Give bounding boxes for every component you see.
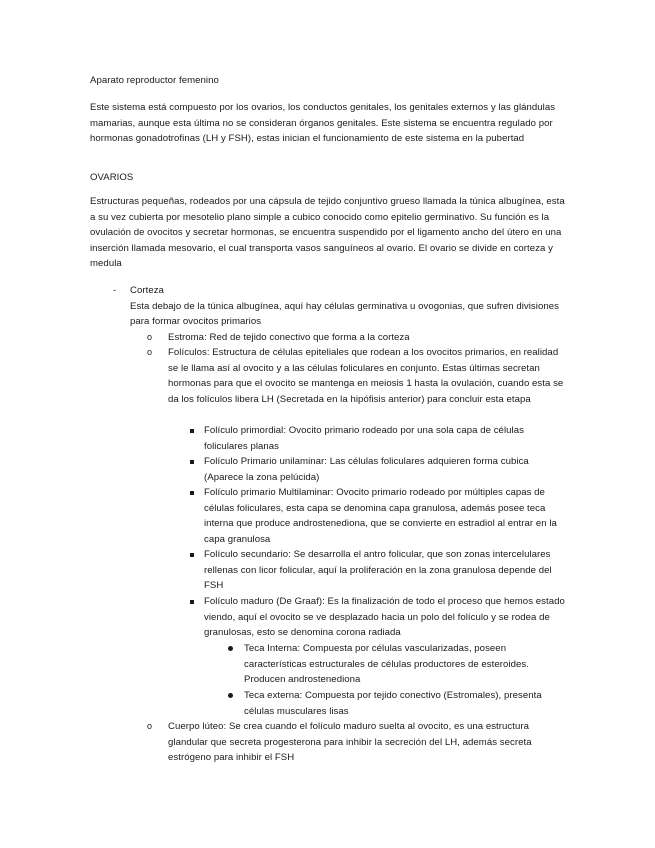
ovarios-heading: OVARIOS	[90, 172, 134, 183]
square-bullet-icon	[190, 429, 194, 433]
circle-bullet: o	[147, 347, 153, 357]
dash-bullet: -	[113, 285, 117, 296]
circle-bullet: o	[147, 332, 153, 342]
list-item-text: Estroma: Red de tejido conectivo que forma a la corteza	[168, 332, 410, 343]
ovarios-description: Estructuras pequeñas, rodeados por una cápsula de tejido conjuntivo grueso llamada la túnica albugínea, esta a su vez cubierta por mesotelio plano simple a cubico conocido como epitelio germinativo. Su función es la ovulación de ovocitos y secretar hormonas, se encuentra suspendido por el ligamento ancho del útero en una inserción llamada mesovario, el cual transporta vasos sanguíneos al ovario. El ovario se divide en corteza y medula	[90, 196, 565, 270]
square-bullet-icon	[190, 460, 194, 464]
list-item-text: Folículos: Estructura de células epiteliales que rodean a los ovocitos primarios, en realidad se le llama así al ovocito y a las células foliculares en conjunto. Estas últimas secretan hormonas para que el ovocito se mantenga en meiosis 1 hasta la ovulación, cuando esta se da los folículos libera LH (Secretada en la hipófisis anterior) para concluir esta etapa	[168, 347, 564, 405]
dot-bullet-icon	[228, 646, 233, 651]
square-bullet-icon	[190, 553, 194, 557]
list-item-text: Folículo primario Multilaminar: Ovocito primario rodeado por múltiples capas de células foliculares, esta capa se denomina capa granulosa, además posee teca interna que produce androstenediona, que se convierte en estradiol al entrar en la capa granulosa	[204, 487, 557, 545]
square-bullet-icon	[190, 600, 194, 604]
corteza-body: Esta debajo de la túnica albugínea, aquí hay células germinativa u ovogonias, que sufren divisiones para formar ovocitos primarios	[130, 300, 559, 328]
list-item-text: Teca Interna: Compuesta por células vascularizadas, poseen características estructurales de células productores de esteroides. Producen androstenediona	[244, 643, 529, 686]
list-item-text: Folículo primordial: Ovocito primario rodeado por una sola capa de células foliculares planas	[204, 425, 524, 452]
dot-bullet-icon	[228, 693, 233, 698]
corteza-heading: Corteza	[130, 285, 164, 296]
list-item-text: Cuerpo lúteo: Se crea cuando el folículo maduro suelta al ovocito, es una estructura glandular que secreta progesterona para inhibir la secreción del LH, además secreta estrógeno para inhibir el FSH	[168, 721, 532, 764]
circle-bullet: o	[147, 721, 153, 731]
list-item-text: Folículo maduro (De Graaf): Es la finalización de todo el proceso que hemos estado viendo, aquí el ovocito se ve desplazado hacia un polo del folículo y se rodea de granulosas, esto se denomina corona radiada	[204, 596, 565, 639]
list-item-text: Folículo secundario: Se desarrolla el antro folicular, que son zonas intercelulares rellenas con licor folicular, aquí la proliferación en la zona granulosa depende del FSH	[204, 549, 552, 592]
intro-paragraph: Este sistema está compuesto por los ovarios, los conductos genitales, los genitales externos y las glándulas mamarias, aunque esta última no se consideran órganos genitales. Este sistema se encuentra regulado por hormonas gonadotrofinas (LH y FSH), estas inician el funcionamiento de este sistema en la pubertad	[90, 102, 556, 145]
list-item-text: Folículo Primario unilaminar: Las células foliculares adquieren forma cubica (Aparece la zona pelúcida)	[204, 456, 529, 483]
square-bullet-icon	[190, 491, 194, 495]
document-title: Aparato reproductor femenino	[90, 75, 219, 86]
list-item-text: Teca externa: Compuesta por tejido conectivo (Estromales), presenta células musculares lisas	[244, 690, 542, 717]
